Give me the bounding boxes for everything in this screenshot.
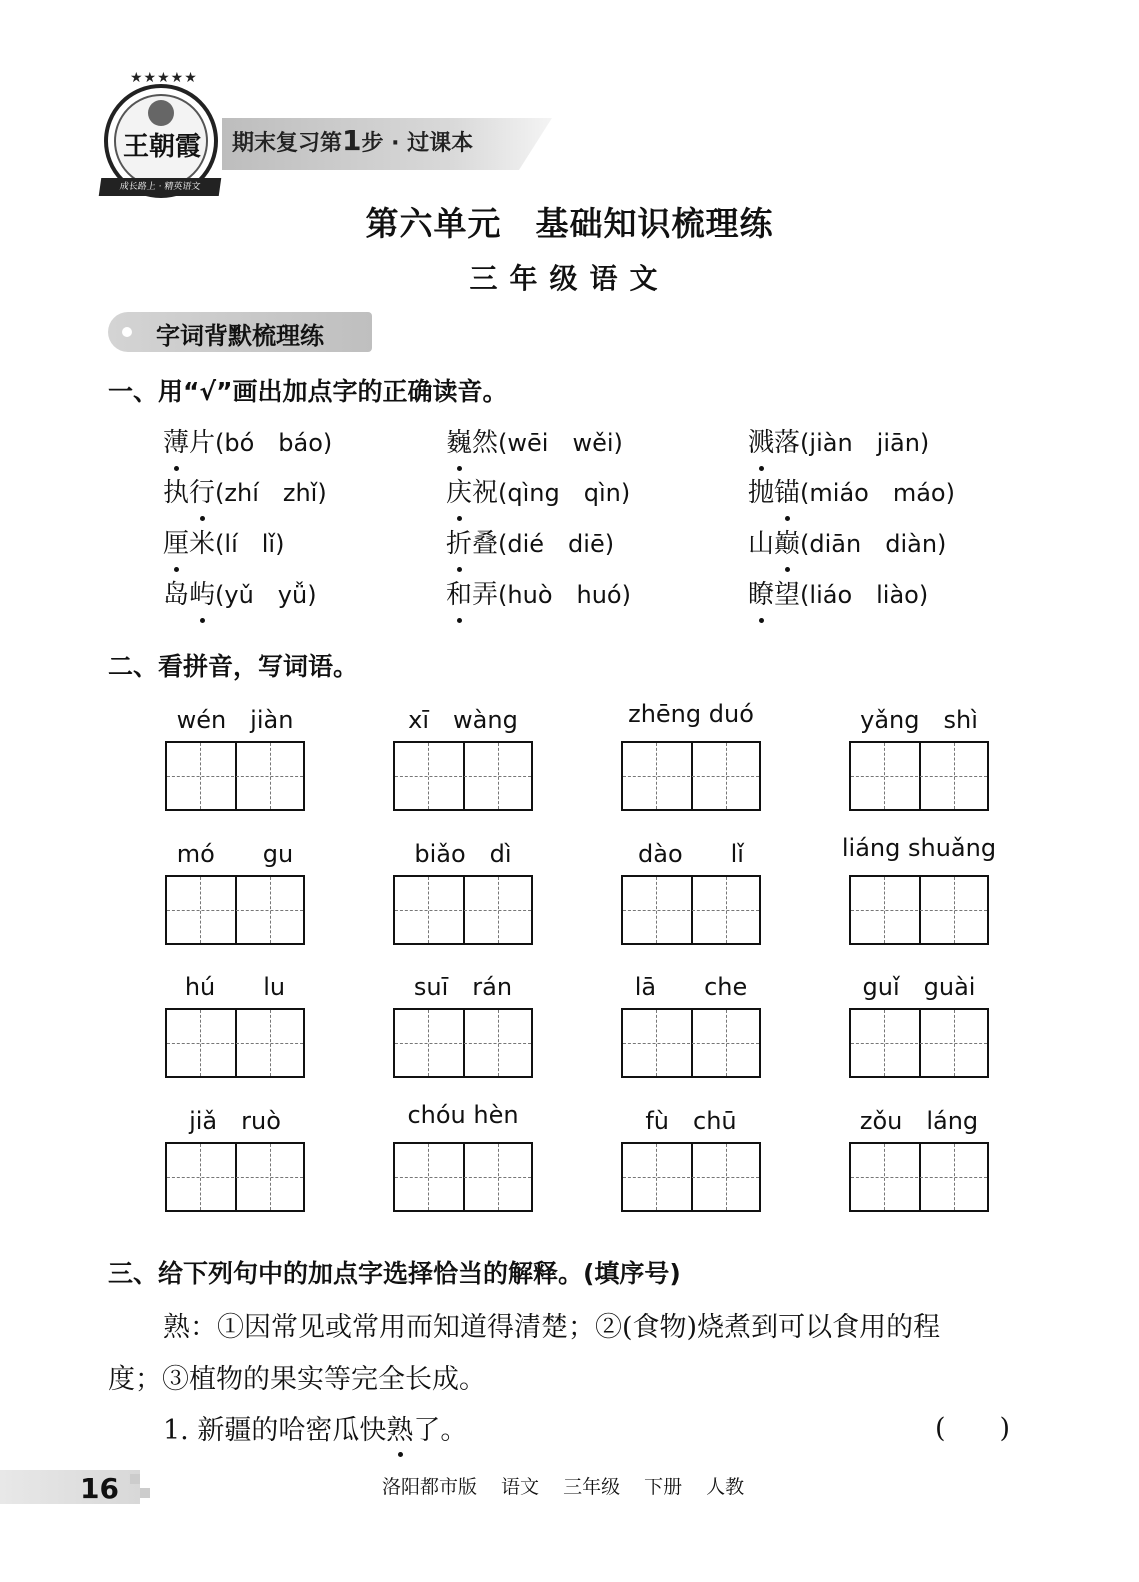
q1-char: 弄 [472,580,499,610]
q1-char: 瞭 [748,574,774,611]
q1-pinyin-options[interactable]: (lí lǐ) [215,530,285,558]
q1-char: 溅 [748,422,774,459]
footer-info: 洛阳都市版 语文 三年级 下册 人教 [382,1476,745,1498]
q1-char: 和 [446,574,472,611]
q1-pinyin-options[interactable]: (qìng qìn) [498,479,631,507]
q2-writing-grid[interactable] [165,875,305,945]
section-tag [108,312,372,352]
q1-pinyin-options[interactable]: (bó báo) [215,429,333,457]
q1-char: 落 [774,428,801,458]
q1-char: 巅 [774,523,800,560]
q2-pinyin-label: fù chū [645,1107,737,1135]
q2-writing-grid[interactable] [621,1008,761,1078]
q2-pinyin-label: suī rán [413,973,513,1001]
q1-char: 片 [189,428,216,458]
footer-decor-square [130,1474,140,1484]
q1-pinyin-options[interactable]: (zhí zhǐ) [215,479,327,507]
q1-char: 米 [189,529,216,559]
q2-heading: 二、看拼音，写词语。 [108,652,359,681]
q3-definition-line1: 熟：①因常见或常用而知道得清楚；②(食物)烧煮到可以食用的程 [163,1312,941,1343]
q2-writing-grid[interactable] [393,1008,533,1078]
q2-pinyin-label: xī wàng [408,706,518,734]
q2-writing-grid[interactable] [621,1142,761,1212]
grade-title: 三年级语文 [469,262,670,295]
q2-pinyin-label: chóu hèn [407,1101,519,1129]
q1-item [748,422,929,459]
step-title: 期末复习第1步 · 过课本 [232,124,474,157]
page-number: 16 [80,1472,119,1505]
q1-pinyin-options[interactable]: (miáo máo) [800,479,955,507]
q2-writing-grid[interactable] [849,741,989,811]
q2-writing-grid[interactable] [165,1008,305,1078]
q1-item [446,422,623,459]
q1-char: 厘 [163,523,189,560]
q2-writing-grid[interactable] [849,1008,989,1078]
q1-char: 祝 [472,478,499,508]
q2-pinyin-label: hú lu [184,973,286,1001]
q2-writing-grid[interactable] [393,741,533,811]
q2-pinyin-label: lā che [634,973,748,1001]
q2-writing-grid[interactable] [621,875,761,945]
q1-char: 山 [748,529,775,559]
q1-char: 折 [446,523,472,560]
q1-char: 执 [163,478,190,508]
q1-char: 望 [774,580,801,610]
q2-pinyin-label: dào lǐ [638,840,744,868]
q1-item [163,574,317,611]
q2-pinyin-label: biǎo dì [414,840,512,868]
q1-char: 抛 [748,478,775,508]
unit-title: 第六单元 基础知识梳理练 [365,204,774,243]
q1-item [163,523,284,560]
portrait-icon [148,100,174,126]
brand-logo [100,70,228,198]
q2-pinyin-label: mó gu [176,840,294,868]
q1-item [446,574,631,611]
dotted-char: 熟 [386,1408,413,1447]
q1-pinyin-options[interactable]: (dié diē) [498,530,615,558]
q2-pinyin-label: zhēng duó [628,700,754,728]
q1-char: 锚 [774,472,800,509]
q1-char: 巍 [446,422,472,459]
q1-char: 岛 [163,580,190,610]
q1-heading: 一、用“√”画出加点字的正确读音。 [108,377,508,406]
q3-definition-line2: 度；③植物的果实等完全长成。 [108,1364,486,1395]
q1-pinyin-options[interactable]: (yǔ yǚ) [215,581,317,609]
answer-blank[interactable]: ( ) [935,1413,1011,1444]
q1-pinyin-options[interactable]: (wēi wěi) [498,429,623,457]
footer-decor-square [140,1488,150,1498]
q1-char: 行 [189,472,215,509]
q1-pinyin-options[interactable]: (diān diàn) [800,530,947,558]
q1-char: 叠 [472,529,499,559]
q1-char: 薄 [163,422,189,459]
q1-pinyin-options[interactable]: (liáo liào) [800,581,929,609]
q2-writing-grid[interactable] [849,1142,989,1212]
q1-pinyin-options[interactable]: (huò huó) [498,581,631,609]
q2-pinyin-label: yǎng shì [860,706,978,734]
q1-char: 庆 [446,472,472,509]
section-tag-label: 字词背默梳理练 [156,322,324,350]
q2-pinyin-label: wén jiàn [176,706,294,734]
logo-brand: 王朝霞 [122,132,201,162]
q2-pinyin-label: zǒu láng [859,1107,979,1135]
q2-writing-grid[interactable] [393,875,533,945]
q2-writing-grid[interactable] [165,1142,305,1212]
q2-pinyin-label: liáng shuǎng [841,834,997,862]
q1-item [446,472,630,509]
q2-writing-grid[interactable] [849,875,989,945]
q3-item-1: 1. 新疆的哈密瓜快熟了。 [163,1408,467,1447]
logo-slogan: 成长路上 · 精英语文 [99,178,222,196]
q1-char: 屿 [189,574,215,611]
q1-item [446,523,614,560]
q1-char: 然 [472,428,499,458]
q1-pinyin-options[interactable]: (jiàn jiān) [800,429,930,457]
q2-writing-grid[interactable] [393,1142,533,1212]
q2-pinyin-label: jiǎ ruò [189,1107,281,1135]
q1-item [748,574,928,611]
q1-item [748,472,955,509]
star-icons: ★★★★★ [130,70,198,86]
q2-writing-grid[interactable] [621,741,761,811]
q1-item [163,472,327,509]
tag-dot-icon [122,327,132,337]
q2-writing-grid[interactable] [165,741,305,811]
q1-item [748,523,946,560]
q2-pinyin-label: guǐ guài [862,973,976,1001]
q1-item [163,422,332,459]
q3-heading: 三、给下列句中的加点字选择恰当的解释。(填序号) [108,1259,681,1288]
footer-bar [0,1470,140,1504]
